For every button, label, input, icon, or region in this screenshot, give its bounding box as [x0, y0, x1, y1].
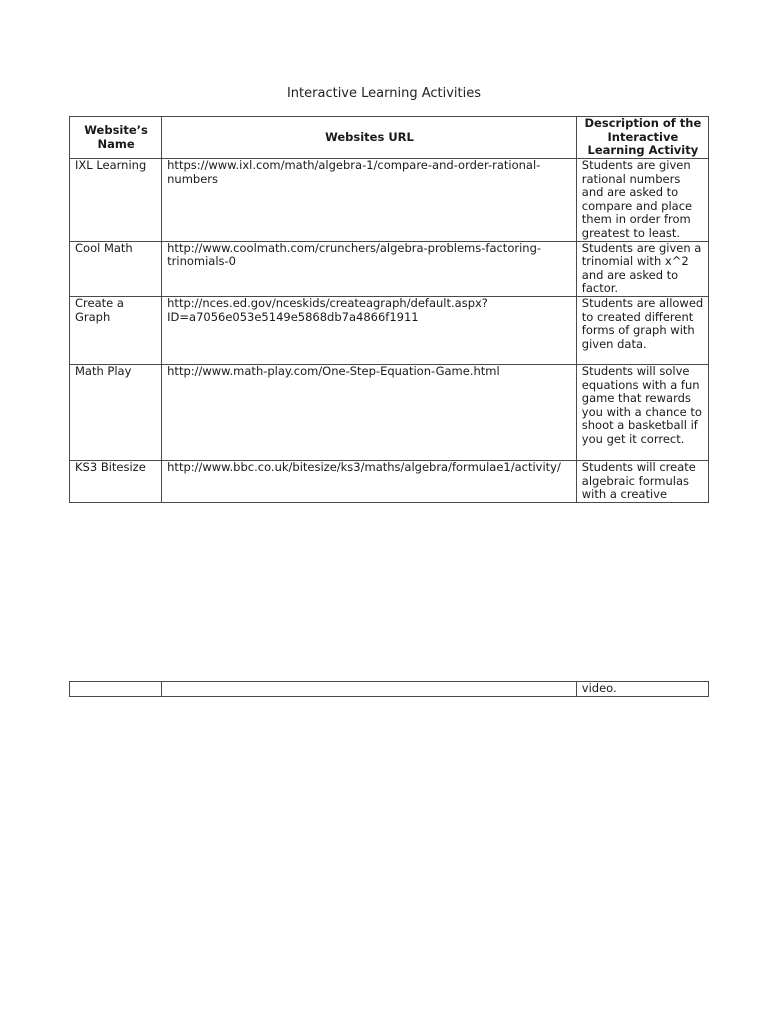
table-header-row	[70, 117, 709, 159]
cell-url	[162, 682, 577, 697]
cell-name: Math Play	[70, 364, 162, 460]
activities-table-continued	[69, 681, 709, 697]
table-row	[70, 364, 709, 460]
cell-name: KS3 Bitesize	[70, 460, 162, 502]
cell-url[interactable]: http://www.bbc.co.uk/bitesize/ks3/maths/algebra/formulae1/activity/	[162, 460, 577, 502]
cell-description: Students are allowed to created different forms of graph with given data.	[576, 296, 708, 364]
cell-url[interactable]: http://nces.ed.gov/nceskids/createagraph/default.aspx? ID=a7056e053e5149e5868db7a4866f1911	[162, 296, 577, 364]
table-row	[70, 296, 709, 364]
cell-url[interactable]: http://www.coolmath.com/crunchers/algebra-problems-factoring- trinomials-0	[162, 241, 577, 296]
table-row	[70, 460, 709, 502]
cell-description: Students are given a trinomial with x^2 and are asked to factor.	[576, 241, 708, 296]
cell-name	[70, 682, 162, 697]
cell-name: Cool Math	[70, 241, 162, 296]
cell-description: Students are given rational numbers and are asked to compare and place them in order from greatest to least.	[576, 159, 708, 242]
cell-name: IXL Learning	[70, 159, 162, 242]
cell-url[interactable]: http://www.math-play.com/One-Step-Equation-Game.html	[162, 364, 577, 460]
cell-description: Students will solve equations with a fun game that rewards you with a chance to shoot a basketball if you get it correct.	[576, 364, 708, 460]
cell-description: video.	[576, 682, 708, 697]
cell-description: Students will create algebraic formulas with a creative	[576, 460, 708, 502]
document-title: Interactive Learning Activities	[286, 86, 482, 101]
cell-url[interactable]: https://www.ixl.com/math/algebra-1/compare-and-order-rational- numbers	[162, 159, 577, 242]
header-description: Description of the Interactive Learning Activity	[576, 117, 708, 159]
activities-table	[69, 116, 709, 503]
header-website-name: Website’s Name	[70, 117, 162, 159]
table-row	[70, 241, 709, 296]
table-row	[70, 682, 709, 697]
header-website-url: Websites URL	[162, 117, 577, 159]
cell-name: Create a Graph	[70, 296, 162, 364]
table-row	[70, 159, 709, 242]
